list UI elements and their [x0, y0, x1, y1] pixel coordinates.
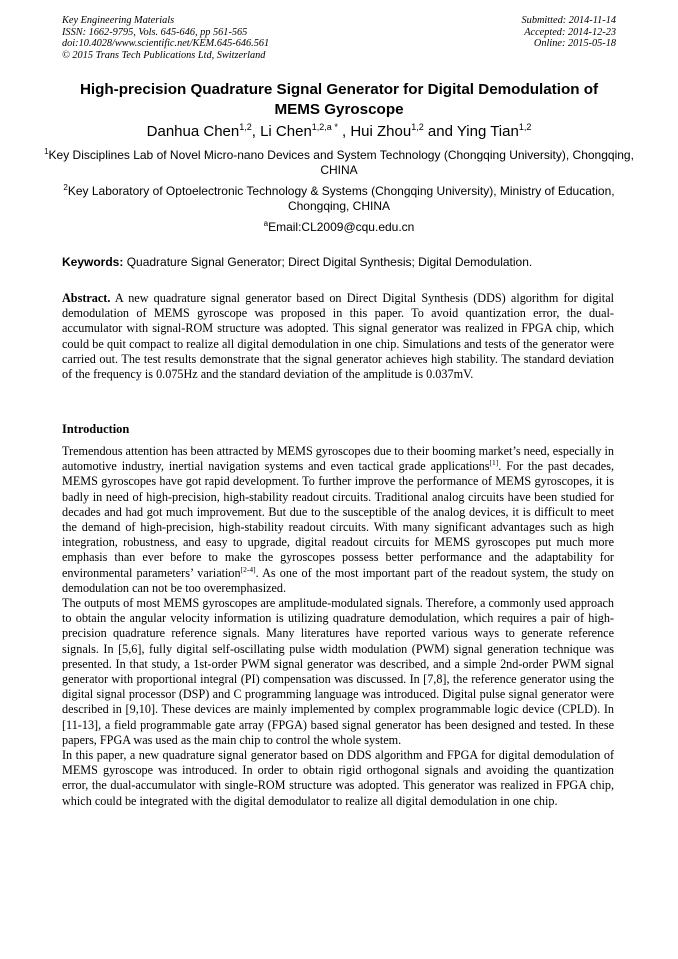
abstract — [62, 291, 614, 382]
doi-line: doi:10.4028/www.scientific.net/KEM.645-646.561 — [62, 38, 270, 50]
author-affil-marker: 1,2 — [239, 122, 252, 132]
submitted-date: Submitted: 2014-11-14 — [521, 15, 616, 26]
affiliation-2: $^2$Key Laboratory of Optoelectronic Technology & Systems (Chongqing University), Ministry of Education, Chongqing, CHINA — [63, 183, 615, 213]
accepted-date: Accepted: 2014-12-23 — [524, 26, 616, 38]
dates-info — [522, 15, 616, 50]
journal-name: Key Engineering Materials — [62, 15, 175, 26]
abstract-text: A new quadrature signal generator based on Direct Digital Synthesis (DDS) algorithm for digital demodulation of MEMS gyroscope was proposed in this paper. To avoid quantization error, the dual-accumulator with signal-ROM structure was adopted. This signal generator was realized in FPGA chip, which could be quit compact to realize all digital demodulation in one chip. Simulations and tests of the generator were carried out. The test results demonstrate that the signal generator achieves high stability. The standard deviation of the frequency is 0.075Hz and the standard deviation of the amplitude is 0.037mV. — [62, 291, 614, 382]
author-name: Ying Tian — [456, 123, 519, 140]
issn-line: ISSN: 1662-9795, Vols. 645-646, pp 561-565 — [62, 26, 248, 38]
copyright-line: © 2015 Trans Tech Publications Ltd, Switzerland — [62, 49, 266, 61]
keywords-text: Quadrature Signal Generator; Direct Digital Synthesis; Digital Demodulation. — [123, 255, 533, 269]
citation: [2-4] — [240, 564, 256, 574]
citation: [1] — [489, 458, 499, 468]
author-name: Hui Zhou — [350, 123, 412, 140]
author-affil-marker: 1,2 — [518, 122, 532, 132]
paragraph: Tremendous attention has been attracted by MEMS gyroscopes due to their booming market’s need, especially in automotive industry, inertial navigation systems and even tactical grade applications[1]. For the past decades, MEMS gyroscopes have got rapid development. To further improve the performance of MEMS gyroscopes, it is badly in need of high-precision, high-stability readout circuits. Traditional analog circuits have been studied for decades and had got much improvement. But due to the susceptible of the analog devices, it is difficult to meet the demand of high-precision, high-stability readout circuits. With many significant advantages such as high integration, robustness, and easy to upgrade, digital readout circuits for MEMS gyroscopes put much more emphasis than ever before to make the gyroscopes possess better performance and the adaptability for environmental parameters’ variation[2-4]. As one of the most important part of the readout system, the study on demodulation can not be too overemphasized. — [62, 444, 614, 595]
paragraph: In this paper, a new quadrature signal generator based on DDS algorithm and FPGA for digital demodulation of MEMS gyroscope was introduced. In order to obtain rigid orthogonal signals and avoiding the quantization error, the dual-accumulator with single-ROM structure was adopted. This generator was realized in FPGA chip, which could be integrated with the digital demodulator to realize all digital demodulation in one chip. — [62, 748, 614, 808]
introduction-body — [62, 444, 614, 809]
keywords — [62, 255, 622, 270]
author-affil-marker: 1,2,a * — [311, 122, 338, 132]
paper-title: High-precision Quadrature Signal Generator for Digital Demodulation of MEMS Gyroscope — [79, 81, 599, 118]
author-list: Danhua Chen$^{1,2}$, Li Chen$^{1,2,a *}$ , Hui Zhou$^{1,2}$ and Ying Tian$^{1,2}$ — [146, 122, 532, 140]
section-heading-introduction: Introduction — [62, 422, 130, 436]
corresponding-email: $^a$Email:CL2009@cqu.edu.cn — [263, 219, 415, 234]
author-name: Li Chen — [260, 123, 312, 140]
abstract-label: Abstract. — [62, 291, 111, 305]
keywords-label: Keywords: — [62, 255, 124, 269]
author-affil-marker: 1,2 — [411, 122, 424, 132]
journal-info — [62, 15, 269, 61]
paragraph: The outputs of most MEMS gyroscopes are amplitude-modulated signals. Therefore, a commonly used approach to obtain the angular velocity information is utilizing quadrature demodulation, which requires a pair of high-precision quadrature reference signals. Many literatures have reported various ways to generate reference signals. In [5,6], fully digital self-oscillating pulse width modulation (PWM) signal generation technique was presented. In that study, a 1st-order PWM signal generator was described, and a simple 2nd-order PWM signal generator with proportional integral (PI) compensation was discussed. In [7,8], the reference generator using the digital signal processor (DSP) and C programming language was introduced. Digital pulse signal generator were described in [9,10]. These devices are mainly implemented by complex programmable logic device (CPLD). In [11-13], a field programmable gate array (FPGA) based signal generator has been designed and tested. In these papers, FPGA was used as the main chip to control the whole system. — [62, 596, 614, 747]
author-name: Danhua Chen — [146, 123, 240, 140]
affiliation-1: $^1$Key Disciplines Lab of Novel Micro-nano Devices and System Technology (Chongqing University), Chongqing, CHINA — [44, 147, 634, 177]
online-date: Online: 2015-05-18 — [533, 38, 616, 50]
